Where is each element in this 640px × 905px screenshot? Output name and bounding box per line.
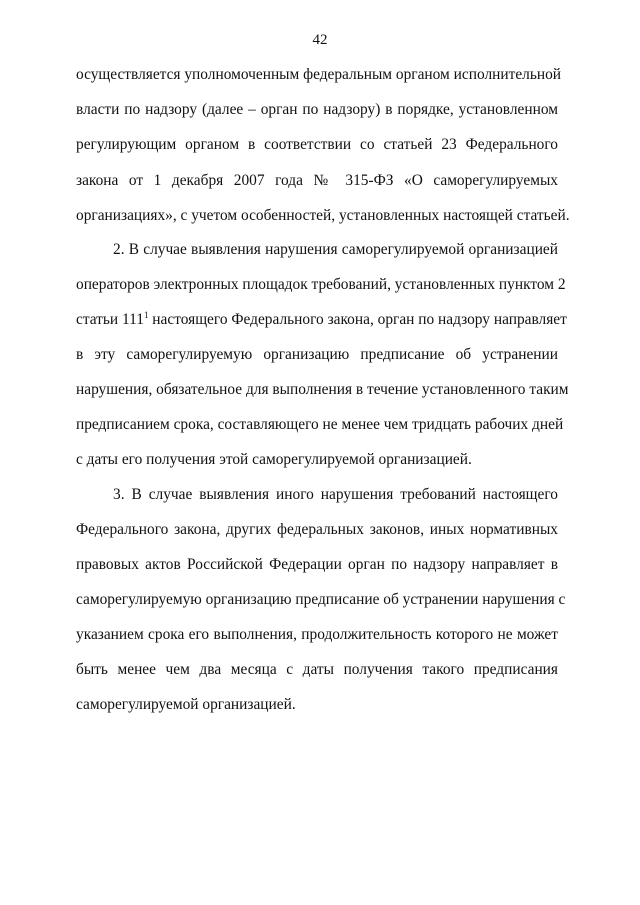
page-number: 42 bbox=[312, 32, 328, 48]
text-line: операторов электронных площадок требований, установленных пунктом 2 bbox=[76, 276, 566, 293]
text-line: осуществляется уполномоченным федеральным органом исполнительной bbox=[76, 66, 562, 83]
text-line: 3. В случае выявления иного нарушения требований настоящего bbox=[113, 486, 558, 503]
text-line: саморегулируемую организацию предписание об устранении нарушения с bbox=[76, 591, 566, 608]
text-line: 2. В случае выявления нарушения саморегулируемой организацией bbox=[113, 241, 558, 258]
text-line: указанием срока его выполнения, продолжительность которого не может bbox=[76, 626, 558, 643]
text-line: с даты его получения этой саморегулируемой организацией. bbox=[76, 451, 472, 468]
text-line: правовых актов Российской Федерации орган по надзору направляет в bbox=[76, 556, 558, 573]
text-line: быть менее чем два месяца с даты получения такого предписания bbox=[76, 661, 558, 678]
text-line: власти по надзору (далее – орган по надзору) в порядке, установленном bbox=[76, 101, 558, 118]
text-segment: статьи 111 bbox=[76, 311, 144, 328]
text-line: Федерального закона, других федеральных законов, иных нормативных bbox=[76, 521, 558, 538]
text-line: нарушения, обязательное для выполнения в течение установленного таким bbox=[76, 381, 569, 398]
text-line: предписанием срока, составляющего не менее чем тридцать рабочих дней bbox=[76, 416, 564, 433]
text-line: саморегулируемой организацией. bbox=[76, 696, 296, 713]
text-line-with-superscript bbox=[76, 309, 567, 329]
text-line: организациях», с учетом особенностей, установленных настоящей статьей. bbox=[76, 207, 570, 224]
text-segment: настоящего Федерального закона, орган по надзору направляет bbox=[148, 311, 567, 328]
superscript: 1 bbox=[143, 309, 149, 320]
text-line: в эту саморегулируемую организацию предписание об устранении bbox=[76, 346, 558, 363]
text-line: закона от 1 декабря 2007 года № 315-ФЗ «О саморегулируемых bbox=[76, 172, 558, 189]
text-line: регулирующим органом в соответствии со статьей 23 Федерального bbox=[76, 136, 558, 153]
